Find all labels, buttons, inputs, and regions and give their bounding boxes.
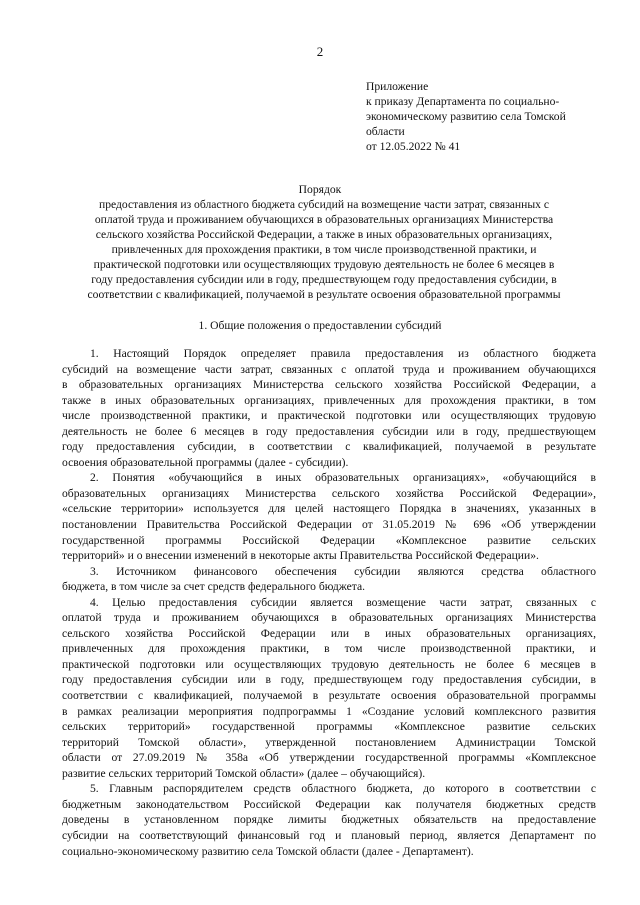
paragraph-line: социально-экономическому развитию села Томской области (далее - Департамент). bbox=[62, 844, 474, 858]
paragraph-line: 2. Понятия «обучающийся в иных образовательных организациях», «обучающийся в bbox=[90, 471, 596, 485]
paragraph-2 bbox=[62, 470, 596, 563]
document-body bbox=[62, 346, 596, 859]
paragraph-line: освоения образовательной программы (далее - субсидии). bbox=[62, 455, 349, 469]
paragraph-line: 5. Главным распорядителем средств областного бюджета, до которого в соответствии с bbox=[90, 782, 596, 796]
paragraph-line: 4. Целью предоставления субсидии является возмещение части затрат, связанных с bbox=[90, 595, 596, 609]
paragraph-line: бюджета, в том числе за счет средств федерального бюджета. bbox=[62, 580, 365, 594]
paragraph-line: доведены в установленном порядке лимиты бюджетных обязательств на предоставление bbox=[62, 813, 596, 827]
appendix-line: экономическому развитию села Томской bbox=[366, 110, 566, 123]
subtitle-line: привлеченных для прохождения практики, в том числе производственной практики, и bbox=[111, 243, 537, 256]
paragraph-3 bbox=[62, 564, 596, 595]
paragraph-1 bbox=[62, 346, 596, 470]
paragraph-line: 1. Настоящий Порядок определяет правила предоставления из областного бюджета bbox=[90, 347, 596, 360]
paragraph-line: также в иных образовательных организациях, привлеченных для прохождения практики, в том bbox=[62, 393, 596, 407]
paragraph-line: числе производственной практики, и практической подготовки или осуществляющих трудовую bbox=[62, 409, 596, 423]
paragraph-line: году предоставления субсидии, в соответствии с квалификацией, получаемой в результате bbox=[62, 440, 596, 454]
paragraph-line: сельских территорий» государственной программы «Комплексное развитие сельских bbox=[62, 720, 596, 734]
paragraph-line: оплатой труда и проживанием обучающихся в образовательных организациях Министерства bbox=[62, 611, 596, 625]
paragraph-4 bbox=[62, 595, 596, 782]
page-number: 2 bbox=[316, 44, 324, 59]
paragraph-5 bbox=[62, 781, 596, 859]
document-subtitle bbox=[52, 197, 596, 302]
paragraph-line: постановлении Правительства Российской Федерации от 31.05.2019 № 696 «Об утверждении bbox=[62, 518, 596, 532]
paragraph-line: развитие сельских территорий Томской области» (далее – обучающийся). bbox=[62, 766, 426, 780]
subtitle-line: сельского хозяйства Российской Федерации, а также в иных образовательных организациях, bbox=[95, 228, 553, 241]
subtitle-line: году предоставления субсидии или в году, предшествующем году предоставления субсидии, в bbox=[91, 273, 557, 286]
paragraph-line: образовательных организациях Министерства сельского хозяйства Российской Федерации», bbox=[62, 486, 596, 500]
appendix-block bbox=[366, 79, 606, 154]
paragraph-line: территорий Томской области», утвержденной постановлением Администрации Томской bbox=[62, 735, 596, 749]
paragraph-line: привлеченных для прохождения практики, в том числе производственной практики, и bbox=[62, 642, 596, 656]
appendix-line: области bbox=[366, 125, 405, 138]
subtitle-line: оплатой труда и проживанием обучающихся в образовательных организациях Министерства bbox=[94, 213, 554, 226]
paragraph-line: территорий» и о внесении изменений в некоторые акты Правительства Российской Федерации». bbox=[62, 549, 539, 563]
subtitle-line: соответствии с квалификацией, получаемой в результате освоения образовательной программы bbox=[87, 288, 561, 301]
paragraph-line: субсидии на соответствующий финансовый год и плановый период, является Департамент по bbox=[62, 828, 596, 842]
paragraph-line: субсидий на возмещение части затрат, связанных с оплатой труда и проживанием обучающихся bbox=[62, 362, 596, 376]
paragraph-line: соответствии с квалификацией, получаемой в результате освоения образовательной программы bbox=[62, 689, 596, 703]
subtitle-line: предоставления из областного бюджета субсидий на возмещение части затрат, связанных с bbox=[99, 198, 549, 211]
paragraph-line: государственной программы Российской Федерации «Комплексное развитие сельских bbox=[62, 533, 596, 547]
paragraph-line: 3. Источником финансового обеспечения субсидии являются средства областного bbox=[90, 564, 596, 578]
section-heading: 1. Общие положения о предоставлении субсидий bbox=[198, 319, 442, 332]
paragraph-line: практической подготовки или осуществляющих трудовую деятельность не более 6 месяцев в bbox=[62, 657, 596, 671]
paragraph-line: в рамках реализации мероприятия подпрограммы 1 «Создание условий комплексного развития bbox=[62, 704, 596, 718]
subtitle-line: практической подготовки или осуществляющих трудовую деятельность не более 6 месяцев в bbox=[93, 258, 555, 271]
appendix-line: Приложение bbox=[366, 80, 429, 93]
document-title: Порядок bbox=[298, 183, 342, 196]
paragraph-line: деятельность не более 6 месяцев в году предоставления субсидии или в году, предшествующем bbox=[62, 424, 596, 438]
paragraph-line: «сельские территории» используется для целей настоящего Порядка в значениях, указанных в bbox=[62, 502, 596, 516]
paragraph-line: области от 27.09.2019 № 358а «Об утверждении государственной программы «Комплексное bbox=[62, 751, 596, 765]
appendix-line: к приказу Департамента по социально- bbox=[366, 95, 560, 108]
paragraph-line: в образовательных организациях Министерства сельского хозяйства Российской Федерации, а bbox=[62, 378, 596, 392]
appendix-line: от 12.05.2022 № 41 bbox=[366, 140, 461, 153]
paragraph-line: бюджетным законодательством Российской Федерации как получателя бюджетных средств bbox=[62, 797, 596, 811]
paragraph-line: году предоставления субсидии или в году, предшествующем году предоставления субсидии, в bbox=[62, 673, 596, 687]
paragraph-line: сельского хозяйства Российской Федерации или в иных образовательных организациях, bbox=[62, 626, 596, 640]
